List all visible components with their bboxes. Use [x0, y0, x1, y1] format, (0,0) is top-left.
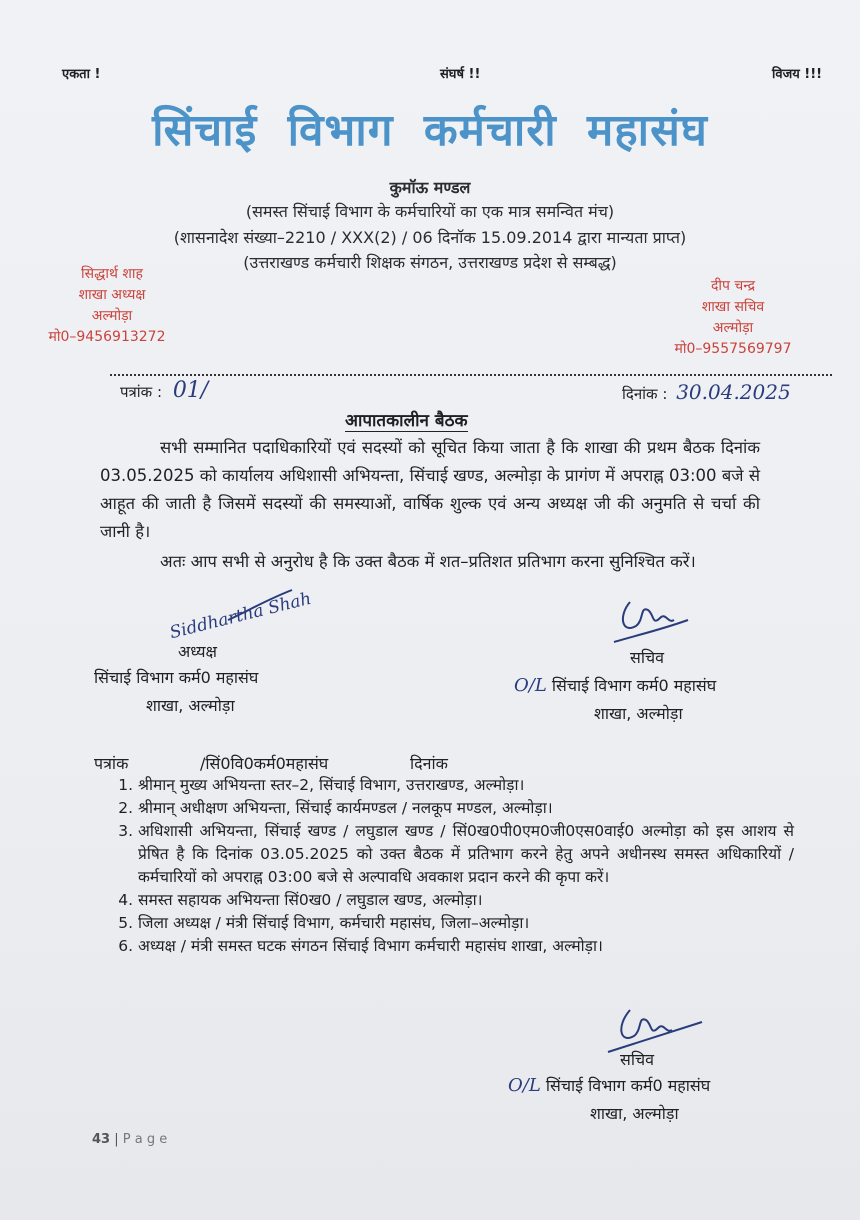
letter-date-label: दिनांक : — [622, 385, 668, 403]
signature-bottom-role: सचिव — [620, 1050, 655, 1069]
signature-right-org-line — [514, 674, 716, 696]
right-officer-place: अल्मोड़ा — [712, 320, 754, 336]
signature-left-place: शाखा, अल्मोड़ा — [146, 696, 235, 715]
slogan-right: विजय !!! — [772, 67, 823, 82]
left-officer-mobile: मो0–9456913272 — [48, 329, 166, 345]
recognition: (शासनादेश संख्या–2210 / XXX(2) / 06 दिनॉक 15.09.2014 द्वारा मान्यता प्राप्त) — [173, 228, 687, 247]
signature-left-handwriting: Siddhartha Shah — [167, 588, 314, 644]
tagline: (समस्त सिंचाई विभाग के कर्मचारियों का एक मात्र समन्वित मंच) — [245, 202, 615, 221]
signature-bottom-place: शाखा, अल्मोड़ा — [590, 1104, 679, 1123]
signature-right-org: सिंचाई विभाग कर्म0 महासंघ — [551, 676, 717, 695]
signature-bottom-prefix: O/L — [508, 1075, 541, 1096]
letter-number — [120, 378, 208, 403]
header-divider — [110, 374, 832, 376]
copy-list — [98, 774, 794, 958]
right-officer-role: शाखा सचिव — [701, 299, 765, 315]
paragraph-2: अतः आप सभी से अनुरोध है कि उक्त बैठक में शत–प्रतिशत प्रतिभाग करना सुनिश्चित करें। — [160, 552, 696, 571]
letter-date-value: 30.04.2025 — [676, 380, 791, 404]
signature-right-place: शाखा, अल्मोड़ा — [594, 704, 683, 723]
right-officer-mobile: मो0–9557569797 — [674, 341, 792, 357]
copy-date-label: दिनांक — [410, 754, 448, 773]
left-officer-role: शाखा अध्यक्ष — [78, 287, 146, 303]
letter-number-label: पत्रांक : — [120, 383, 163, 401]
signature-left-role: अध्यक्ष — [178, 642, 217, 661]
right-officer-name: दीप चन्द्र — [710, 278, 756, 294]
slogan-left: एकता ! — [62, 67, 101, 82]
letter-date — [622, 380, 791, 404]
slogan-center: संघर्ष !! — [440, 67, 481, 82]
signature-bottom-org-line — [508, 1074, 710, 1096]
list-item: 1. श्रीमान् मुख्य अभियन्ता स्तर–2, सिंचाई विभाग, उत्तराखण्ड, अल्मोड़ा। — [138, 774, 794, 797]
page-footer: 43 | P a g e — [92, 1132, 168, 1147]
list-item: 4. समस्त सहायक अभियन्ता सिं0ख0 / लघुडाल खण्ड, अल्मोड़ा। — [138, 889, 794, 912]
signature-right-prefix: O/L — [514, 675, 547, 696]
list-item: 2. श्रीमान् अधीक्षण अभियन्ता, सिंचाई कार्यमण्डल / नलकूप मण्डल, अल्मोड़ा। — [138, 797, 794, 820]
signature-bottom-org: सिंचाई विभाग कर्म0 महासंघ — [545, 1076, 711, 1095]
subject: आपातकालीन बैठक — [345, 408, 468, 432]
paragraph-1: सभी सम्मानित पदाधिकारियों एवं सदस्यों को सूचित किया जाता है कि शाखा की प्रथम बैठक दिनांक 03.05.2025 को कार्यालय अधिशासी अभियन्ता, सिंचाई खण्ड, अल्मोड़ा के प्रागंण में अपराह्न 03:00 बजे से आहूत की जाती है जिसमें सदस्यों की समस्याओं, वार्षिक शुल्क एवं अन्य अध्यक्ष जी की अनुमति से चर्चा की जानी है। — [100, 438, 760, 541]
signature-right-role: सचिव — [630, 648, 665, 667]
left-officer-place: अल्मोड़ा — [91, 308, 133, 324]
list-item: 3. अधिशासी अभियन्ता, सिंचाई खण्ड / लघुडाल खण्ड / सिं0ख0पी0एम0जी0एस0वाई0 अल्मोड़ा को इस आशय से प्रेषित है कि दिनांक 03.05.2025 को उक्त बैठक में प्रतिभाग करने हेतु अपने अधीनस्थ समस्त अधिकारियों / कर्मचारियों को अपराह्न 03:00 बजे से अल्पावधि अवकाश प्रदान करने की कृपा करें। — [138, 820, 794, 889]
right-officer — [668, 276, 798, 360]
letter-number-value: 01/ — [172, 378, 209, 403]
division: कुमॉऊ मण्डल — [389, 178, 471, 197]
copy-ref-label: पत्रांक — [94, 754, 129, 773]
left-officer — [48, 264, 172, 348]
signature-left-org: सिंचाई विभाग कर्म0 महासंघ — [94, 668, 259, 687]
list-item: 6. अध्यक्ष / मंत्री समस्त घटक संगठन सिंचाई विभाग कर्मचारी महासंघ शाखा, अल्मोड़ा। — [138, 935, 794, 958]
copy-ref-value: /सिं0वि0कर्म0महासंघ — [200, 754, 329, 773]
list-item: 5. जिला अध्यक्ष / मंत्री सिंचाई विभाग, कर्मचारी महासंघ, जिला–अल्मोड़ा। — [138, 912, 794, 935]
left-officer-name: सिद्धार्थ शाह — [81, 266, 143, 282]
page-number: 43 — [92, 1132, 111, 1147]
signature-right-mark — [610, 596, 690, 648]
page-label: P a g e — [122, 1132, 168, 1147]
signature-left-stroke — [226, 586, 296, 626]
org-title: सिंचाई विभाग कर्मचारी महासंघ — [152, 105, 708, 156]
affiliation: (उत्तराखण्ड कर्मचारी शिक्षक संगठन, उत्तराखण्ड प्रदेश से सम्बद्ध) — [243, 253, 617, 272]
